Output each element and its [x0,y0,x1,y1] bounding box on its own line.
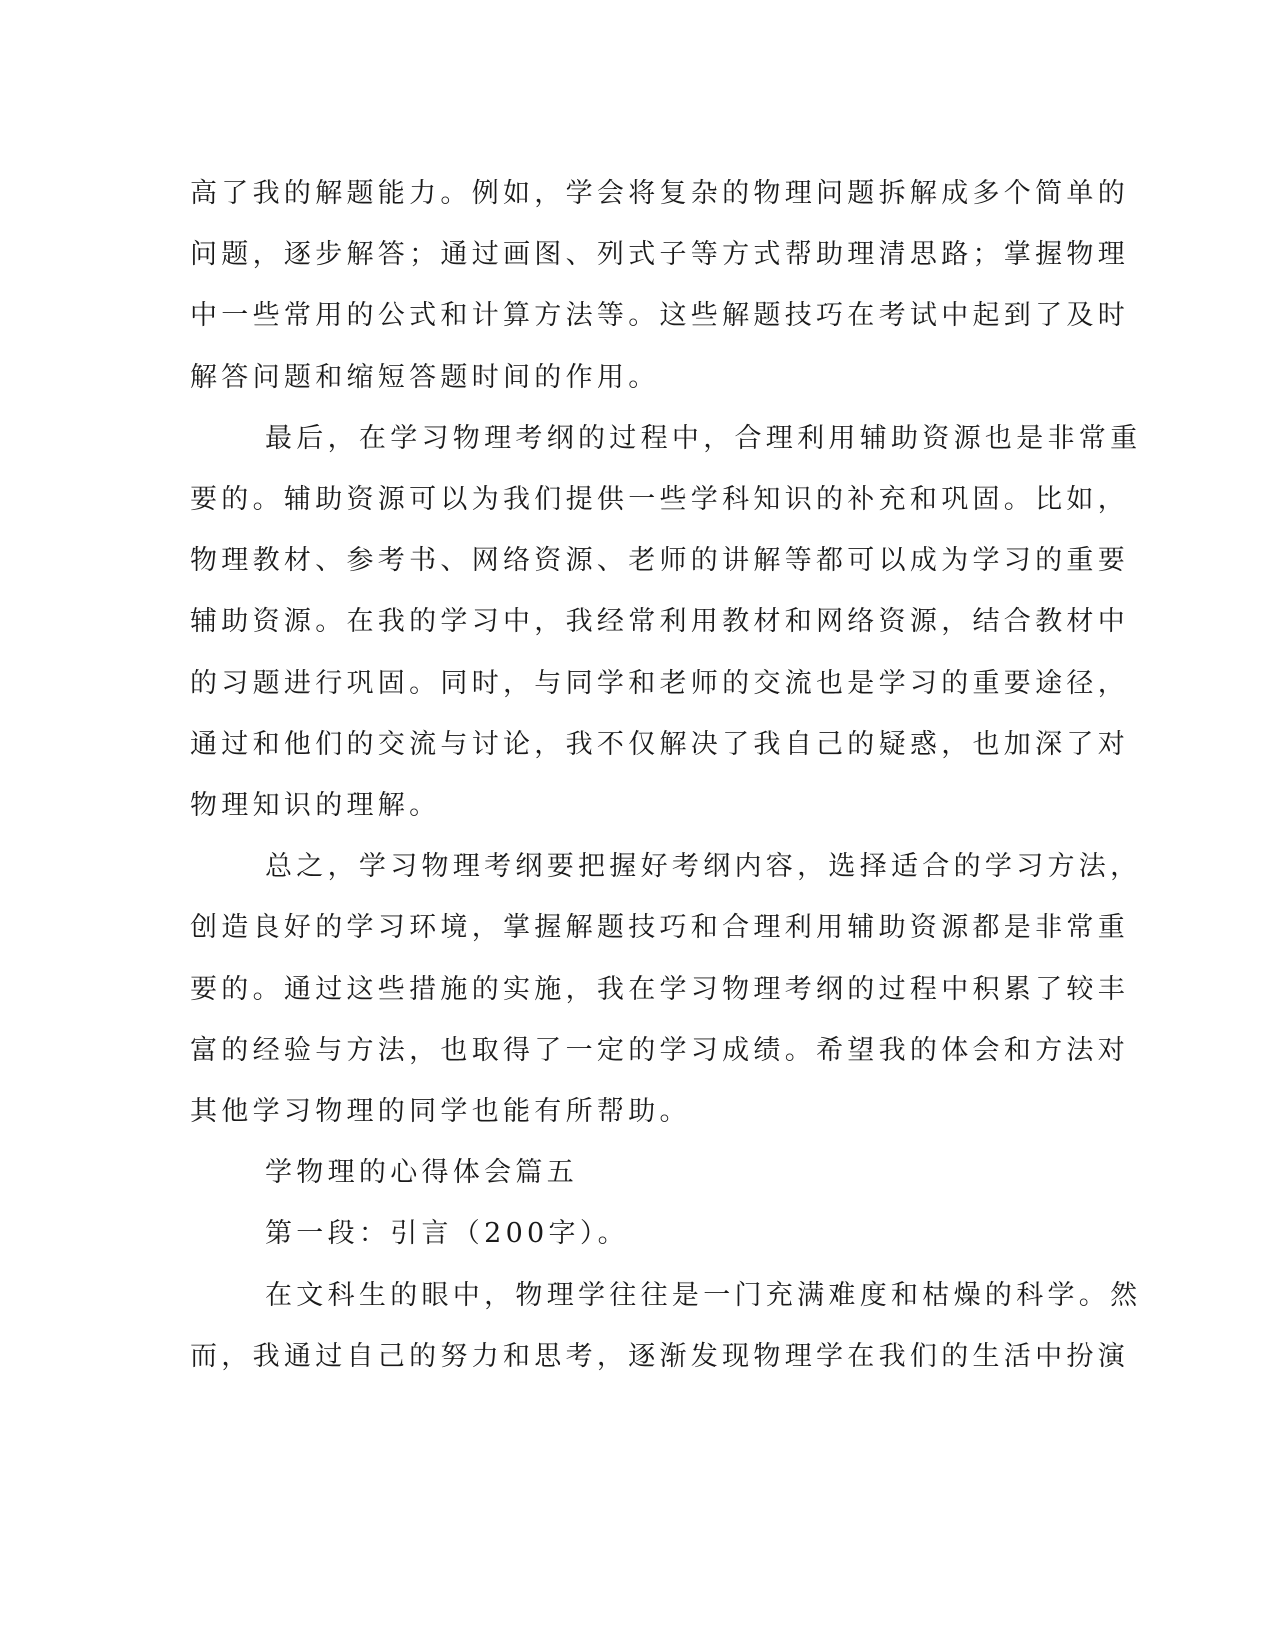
text-line: 创造良好的学习环境，掌握解题技巧和合理利用辅助资源都是非常重 [190,912,1129,944]
text-line: 最后，在学习物理考纲的过程中，合理利用辅助资源也是非常重 [265,422,1142,454]
text-line: 物理教材、参考书、网络资源、老师的讲解等都可以成为学习的重要 [190,545,1129,577]
text-line: 要的。辅助资源可以为我们提供一些学科知识的补充和巩固。比如， [190,484,1129,516]
text-line: 通过和他们的交流与讨论，我不仅解决了我自己的疑惑，也加深了对 [190,728,1129,760]
paragraph-resources [190,408,1142,836]
paragraph-summary [190,836,1142,1142]
document-body [190,163,1142,1387]
paragraph-continuation [190,163,1129,408]
section-subtitle [190,1203,1075,1264]
text-line: 富的经验与方法，也取得了一定的学习成绩。希望我的体会和方法对 [190,1034,1129,1066]
text-line: 在文科生的眼中，物理学往往是一门充满难度和枯燥的科学。然 [265,1279,1142,1311]
section-title-text: 学物理的心得体会篇五 [265,1157,578,1189]
text-line: 高了我的解题能力。例如，学会将复杂的物理问题拆解成多个简单的 [190,178,1129,209]
text-line: 物理知识的理解。 [190,790,441,822]
text-line: 的习题进行巩固。同时，与同学和老师的交流也是学习的重要途径， [190,667,1129,699]
text-line: 总之，学习物理考纲要把握好考纲内容，选择适合的学习方法， [265,851,1142,883]
text-line: 中一些常用的公式和计算方法等。这些解题技巧在考试中起到了及时 [190,300,1129,332]
text-line: 要的。通过这些措施的实施，我在学习物理考纲的过程中积累了较丰 [190,973,1129,1005]
text-line: 其他学习物理的同学也能有所帮助。 [190,1096,691,1128]
section-subtitle-text: 第一段：引言（200字）。 [265,1218,629,1250]
text-line: 解答问题和缩短答题时间的作用。 [190,361,660,393]
text-line: 问题，逐步解答；通过画图、列式子等方式帮助理清思路；掌握物理 [190,239,1129,271]
paragraph-intro [190,1265,1142,1387]
text-line: 辅助资源。在我的学习中，我经常利用教材和网络资源，结合教材中 [190,606,1129,638]
text-line: 而，我通过自己的努力和思考，逐渐发现物理学在我们的生活中扮演 [190,1340,1129,1372]
section-title [190,1142,1075,1203]
